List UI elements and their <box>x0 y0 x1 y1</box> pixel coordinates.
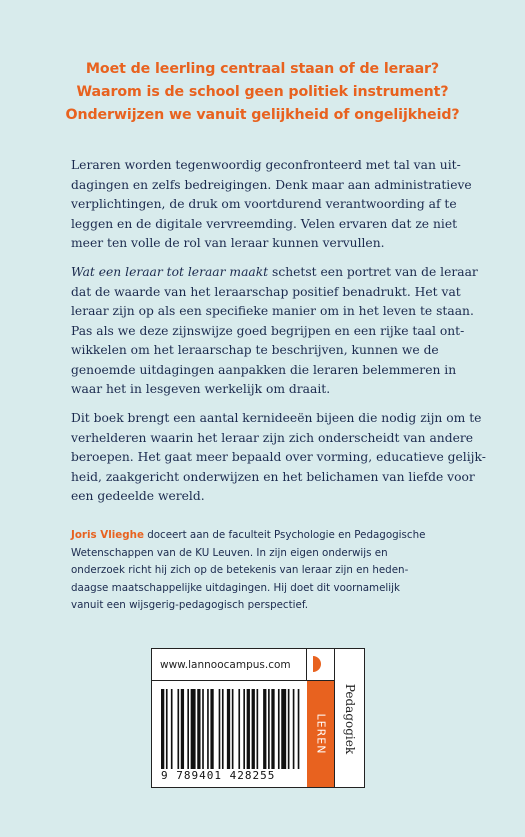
barcode-bar <box>238 689 240 769</box>
barcode-bar <box>243 689 245 769</box>
barcode-bar <box>191 689 196 769</box>
barcode-bar <box>210 689 213 769</box>
barcode-bar <box>177 689 179 769</box>
isbn-number: 9 789401 428255 <box>161 769 276 782</box>
text-line <box>71 263 478 283</box>
blurb-paragraph-3 <box>71 409 486 507</box>
barcode-bar <box>247 689 250 769</box>
text-line: leggen en de digitale vervreemding. Velen ervaren dat ze niet <box>71 216 458 231</box>
barcode-bar <box>187 689 189 769</box>
barcode-bar <box>298 689 300 769</box>
text-line: verplichtingen, de druk om voortdurend verantwoording af te <box>71 197 457 211</box>
barcode-bar <box>293 689 295 769</box>
barcode-bar <box>161 689 164 769</box>
category-text: Pedagogiek <box>342 683 357 755</box>
author-bio <box>71 527 471 615</box>
half-circle-logo-icon <box>313 656 321 672</box>
text-line: Dit boek brengt een aantal kernideeën bijeen die nodig zijn om te <box>71 411 482 425</box>
text-line: vanuit een wijsgerig-pedagogisch perspectief. <box>71 599 308 612</box>
text-line: Wetenschappen van de KU Leuven. In zijn eigen onderwijs en <box>71 546 388 559</box>
text-fragment: schetst een portret van de leraar <box>268 265 478 279</box>
barcode-bar <box>222 689 224 769</box>
text-line: leraar zijn op als een specifieke manier om in het leven te staan. <box>71 304 474 318</box>
barcode-bar <box>166 689 168 769</box>
text-line: wikkelen om het leraarschap te beschrijven, kunnen we de <box>71 343 439 357</box>
text-line: beroepen. Het gaat meer bepaald over vorming, educatieve gelijk- <box>71 450 486 464</box>
barcode-bar <box>197 689 200 769</box>
publisher-logo <box>307 649 335 681</box>
barcode-bar <box>288 689 290 769</box>
blurb-paragraph-1 <box>71 156 472 254</box>
barcode-bar <box>219 689 221 769</box>
publisher-box <box>151 648 365 788</box>
question-line: Moet de leerling centraal staan of de leraar? <box>85 61 440 77</box>
text-line: dagingen en zelfs bedreigingen. Denk maar aan administratieve <box>71 177 472 192</box>
text-line: meer ten volle de rol van leraar kunnen vervullen. <box>71 236 385 250</box>
text-line <box>71 527 471 545</box>
barcode-bar <box>271 689 274 769</box>
barcode-bar <box>268 689 270 769</box>
text-line: onderzoek richt hij zich op de betekenis van leraar zijn en heden- <box>71 564 409 577</box>
barcode-bar <box>263 689 266 769</box>
headline-questions <box>0 58 525 127</box>
text-fragment: doceert aan de faculteit Psychologie en Pedagogische <box>143 529 426 541</box>
barcode-bar <box>207 689 209 769</box>
barcode-bar <box>281 689 286 769</box>
book-title: Wat een leraar tot leraar maakt <box>71 265 269 279</box>
text-line: waar het in lesgeven werkelijk om draait. <box>71 382 331 396</box>
text-line: verhelderen waarin het leraar zijn zich onderscheidt van andere <box>71 430 474 445</box>
barcode-icon <box>161 689 301 769</box>
barcode-bar <box>181 689 184 769</box>
series-text: LEREN <box>314 713 327 755</box>
question-line: Onderwijzen we vanuit gelijkheid of ongelijkheid? <box>65 107 460 123</box>
text-line: Leraren worden tegenwoordig geconfronteerd met tal van uit- <box>71 158 461 172</box>
category-label <box>335 649 364 787</box>
text-line: een gedeelde wereld. <box>71 489 205 503</box>
text-line: heid, zaakgericht onderwijzen en het belichamen van liefde voor <box>71 469 475 484</box>
text-line: genoemde uitdagingen aanpakken die leraren belemmeren in <box>71 362 457 377</box>
text-line: dat de waarde van het leraarschap positief benadrukt. Het vat <box>71 284 461 299</box>
barcode-bar <box>232 689 234 769</box>
barcode-bar <box>171 689 173 769</box>
blurb-paragraph-2 <box>71 263 478 400</box>
barcode-bar <box>257 689 259 769</box>
text-line: daagse maatschappelijke uitdagingen. Hij doet dit voornamelijk <box>71 581 400 594</box>
barcode-bar <box>227 689 230 769</box>
barcode-bar <box>252 689 255 769</box>
text-line: Pas als we deze zijnswijze goed begrijpen en een rijke taal ont- <box>71 323 465 338</box>
publisher-url: www.lannoocampus.com <box>152 649 307 681</box>
question-line: Waarom is de school geen politiek instrument? <box>76 84 449 100</box>
author-name: Joris Vlieghe <box>71 529 144 541</box>
barcode-bar <box>202 689 204 769</box>
series-label <box>307 681 335 787</box>
barcode-bar <box>278 689 280 769</box>
